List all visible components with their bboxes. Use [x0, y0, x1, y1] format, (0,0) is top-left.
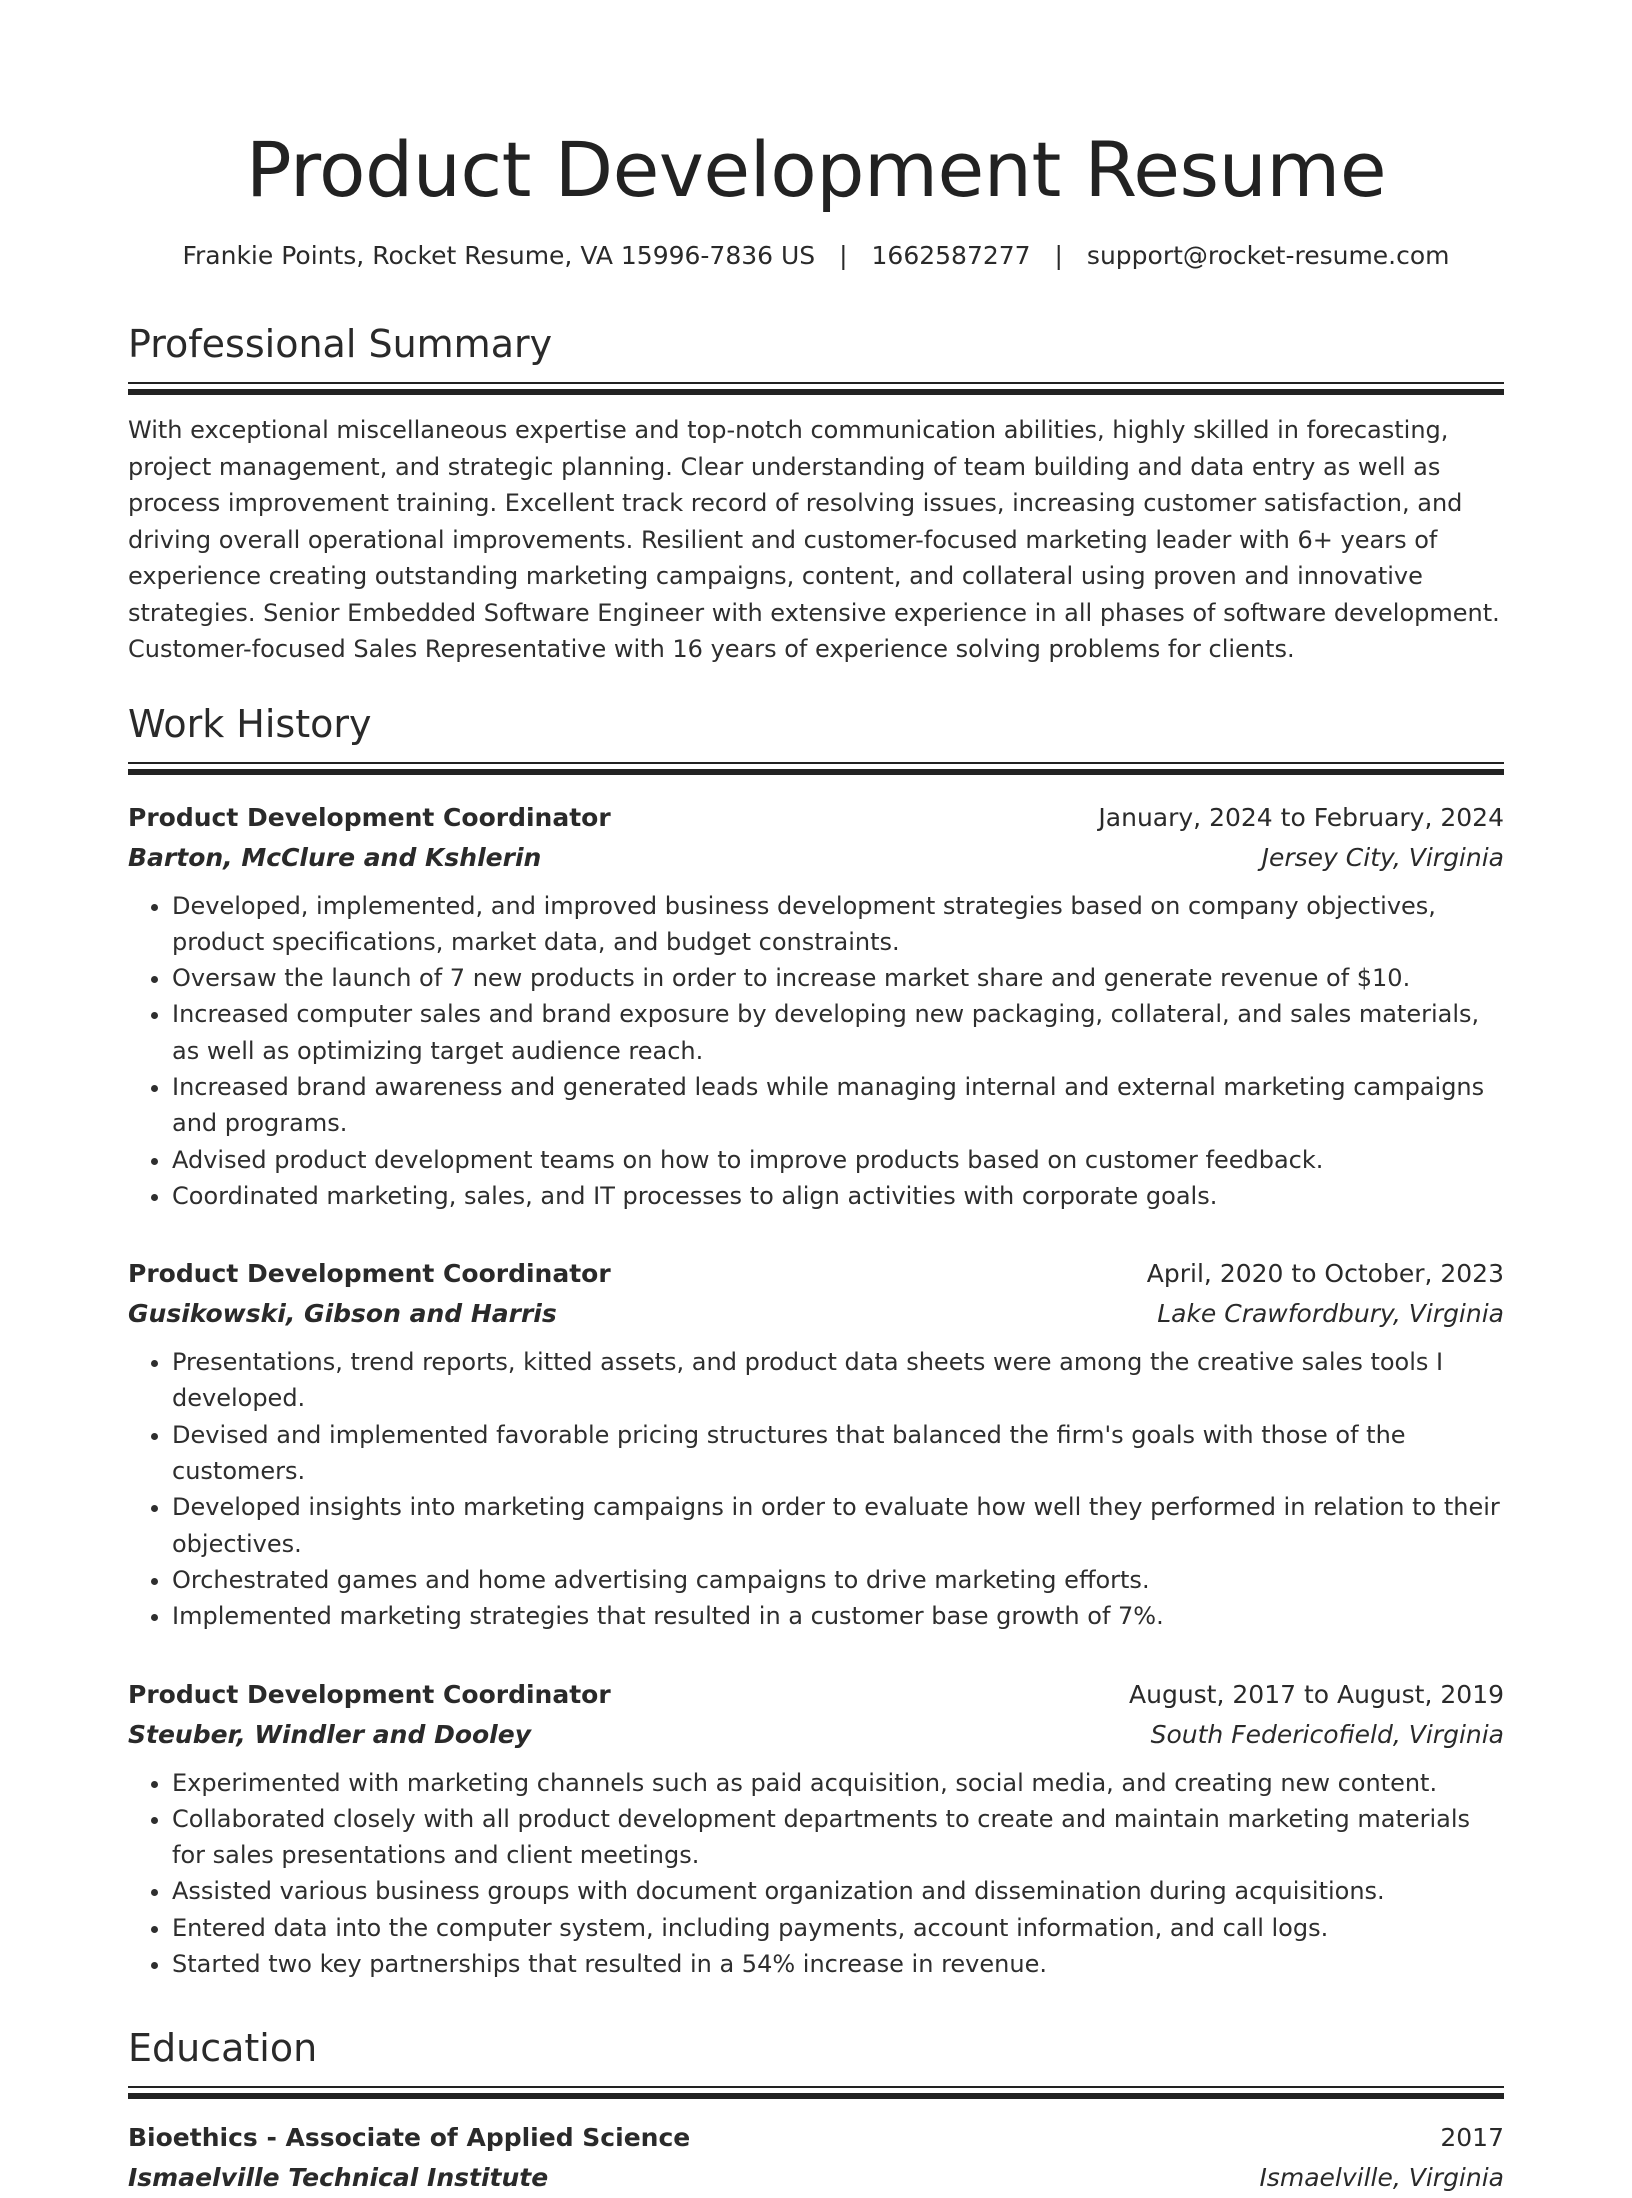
work-history-section: [128, 698, 1504, 1983]
job-bullet: • Presentations, trend reports, kitted assets, and product data sheets were among the creative sales tools I developed.: [172, 1344, 1504, 1417]
education-section: [128, 2022, 1504, 2198]
job-bullet: • Increased computer sales and brand exposure by developing new packaging, collateral, and sales materials, as well as optimizing target audience reach.: [172, 996, 1504, 1069]
contact-line: [128, 238, 1504, 274]
contact-separator: |: [839, 241, 848, 270]
job-bullet: • Advised product development teams on how to improve products based on customer feedback.: [172, 1142, 1504, 1178]
contact-address: Frankie Points, Rocket Resume, VA 15996-7836 US: [182, 241, 816, 270]
graduation-year: 2017: [1440, 2123, 1504, 2153]
job-bullet: • Assisted various business groups with document organization and dissemination during acquisitions.: [172, 1873, 1504, 1909]
job-title: Product Development Coordinator: [128, 1259, 611, 1289]
job-bullet: • Oversaw the launch of 7 new products in order to increase market share and generate revenue of $10.: [172, 960, 1504, 996]
job-header: [128, 798, 1504, 838]
company-name: Barton, McClure and Kshlerin: [128, 842, 542, 872]
job-bullet: • Coordinated marketing, sales, and IT processes to align activities with corporate goals.: [172, 1178, 1504, 1214]
job-bullet: • Developed insights into marketing campaigns in order to evaluate how well they performed in relation to their objectives.: [172, 1489, 1504, 1562]
job-header: [128, 1675, 1504, 1715]
job-bullet: • Developed, implemented, and improved business development strategies based on company objectives, product specifications, market data, and budget constraints.: [172, 888, 1504, 961]
resume-page: [128, 0, 1504, 2198]
job-bullet: • Orchestrated games and home advertising campaigns to drive marketing efforts.: [172, 1562, 1504, 1598]
job-title: Product Development Coordinator: [128, 1679, 611, 1709]
summary-section: [128, 318, 1504, 668]
section-divider: [128, 2086, 1504, 2102]
summary-paragraph: With exceptional miscellaneous expertise and top-notch communication abilities, highly skilled in forecasting, project management, and strategic planning. Clear understanding of team building and data entry as well as process improvement training. Excellent track record of resolving issues, increasing customer satisfaction, and driving overall operational improvements. Resilient and customer-focused marketing leader with 6+ years of experience creating outstanding marketing campaigns, content, and collateral using proven and innovative strategies. Senior Embedded Software Engineer with extensive experience in all phases of software development. Customer-focused Sales Representative with 16 years of experience solving problems for clients.: [128, 416, 1500, 663]
job-bullets: [128, 1765, 1504, 1983]
school-location: Ismaelville, Virginia: [1259, 2163, 1504, 2193]
job-subheader: [128, 838, 1504, 878]
education-subheader: [128, 2158, 1504, 2198]
job-bullet: • Entered data into the computer system, including payments, account information, and call logs.: [172, 1910, 1504, 1946]
job-entry: [128, 798, 1504, 1215]
education-header: [128, 2118, 1504, 2158]
job-entry: [128, 1254, 1504, 1634]
job-dates: April, 2020 to October, 2023: [1146, 1259, 1504, 1289]
contact-phone: 1662587277: [871, 241, 1031, 270]
job-bullets: [128, 1344, 1504, 1634]
job-title: Product Development Coordinator: [128, 802, 611, 832]
job-bullet: • Started two key partnerships that resulted in a 54% increase in revenue.: [172, 1946, 1504, 1982]
job-location: South Federicofield, Virginia: [1150, 1719, 1504, 1749]
contact-email: support@rocket-resume.com: [1086, 241, 1450, 270]
job-location: Jersey City, Virginia: [1261, 842, 1504, 872]
job-bullet: • Devised and implemented favorable pricing structures that balanced the firm's goals with those of the customers.: [172, 1417, 1504, 1490]
job-location: Lake Crawfordbury, Virginia: [1157, 1299, 1504, 1329]
contact-separator: |: [1054, 241, 1063, 270]
job-bullet: • Experimented with marketing channels such as paid acquisition, social media, and creating new content.: [172, 1765, 1504, 1801]
job-bullets: [128, 888, 1504, 1215]
company-name: Steuber, Windler and Dooley: [128, 1719, 532, 1749]
job-subheader: [128, 1294, 1504, 1334]
section-heading: Work History: [128, 701, 372, 746]
school-name: Ismaelville Technical Institute: [128, 2163, 549, 2193]
section-divider: [128, 762, 1504, 778]
job-bullet: • Increased brand awareness and generated leads while managing internal and external marketing campaigns and programs.: [172, 1069, 1504, 1142]
section-heading: Education: [128, 2026, 318, 2071]
job-subheader: [128, 1715, 1504, 1755]
section-heading: Professional Summary: [128, 322, 553, 366]
resume-title: Product Development Resume: [245, 125, 1387, 214]
job-bullet: • Implemented marketing strategies that resulted in a customer base growth of 7%.: [172, 1598, 1504, 1634]
section-divider: [128, 382, 1504, 398]
job-dates: August, 2017 to August, 2019: [1129, 1679, 1504, 1709]
degree-name: Bioethics - Associate of Applied Science: [128, 2123, 691, 2153]
job-bullet: • Collaborated closely with all product development departments to create and maintain marketing materials for sales presentations and client meetings.: [172, 1801, 1504, 1874]
job-entry: [128, 1675, 1504, 1983]
company-name: Gusikowski, Gibson and Harris: [128, 1299, 557, 1329]
job-header: [128, 1254, 1504, 1294]
job-dates: January, 2024 to February, 2024: [1098, 802, 1504, 832]
